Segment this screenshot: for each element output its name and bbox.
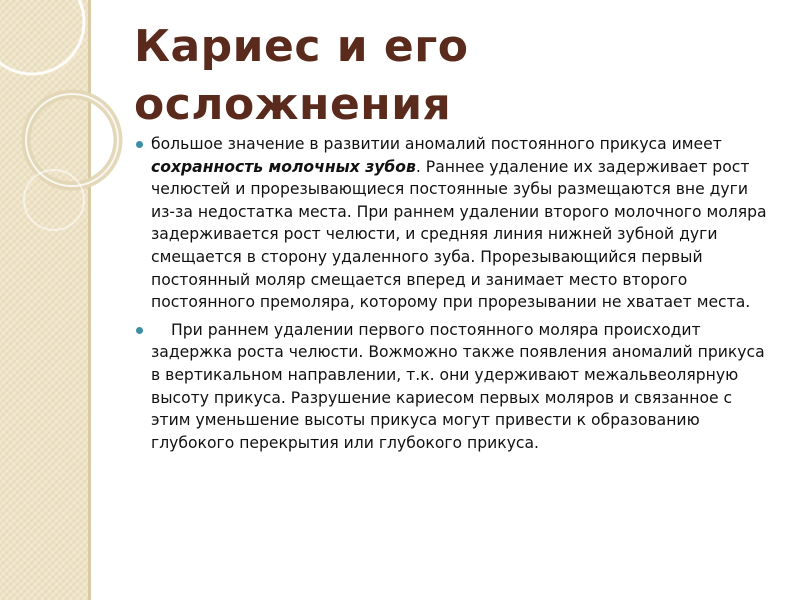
bullet-item-2 [134, 319, 774, 455]
bullet-dot-icon [136, 141, 143, 148]
bullet-2-text: При раннем удалении первого постоянного моляра происходит задержка роста челюсти. Вожможно также появления аномалий прикуса в вертикальном направлении, т.к. они удерживают межальвеолярную высоту прикуса. Разрушение кариесом первых моляров и связанное с этим уменьшение высоты прикуса могут привести к образованию глубокого перекрытия или глубокого прикуса. [151, 320, 765, 452]
bullet-1-text-before: большое значение в развитии аномалий постоянного прикуса имеет [151, 135, 722, 153]
slide-title [134, 18, 774, 134]
title-line-1: Кариес и его [134, 21, 469, 72]
bullet-1-emphasis: сохранность молочных зубов [151, 157, 416, 176]
decorative-rings [0, 0, 140, 240]
bullet-item-1 [134, 133, 774, 314]
bullet-dot-icon [136, 327, 143, 334]
slide-body [134, 133, 774, 459]
title-line-2: осложнения [134, 79, 452, 130]
bullet-1-text-after: . Раннее удаление их задерживает рост челюстей и прорезывающиеся постоянные зубы размещаются вне дуги из-за недостатка места. При раннем удалении второго молочного моляра задерживается рост челюсти, и средняя линия нижней зубной дуги смещается в сторону удаленного зуба. Прорезывающийся первый постоянный моляр смещается вперед и занимает место второго постоянного премоляра, которому при прорезывании не хватает места. [151, 157, 767, 312]
